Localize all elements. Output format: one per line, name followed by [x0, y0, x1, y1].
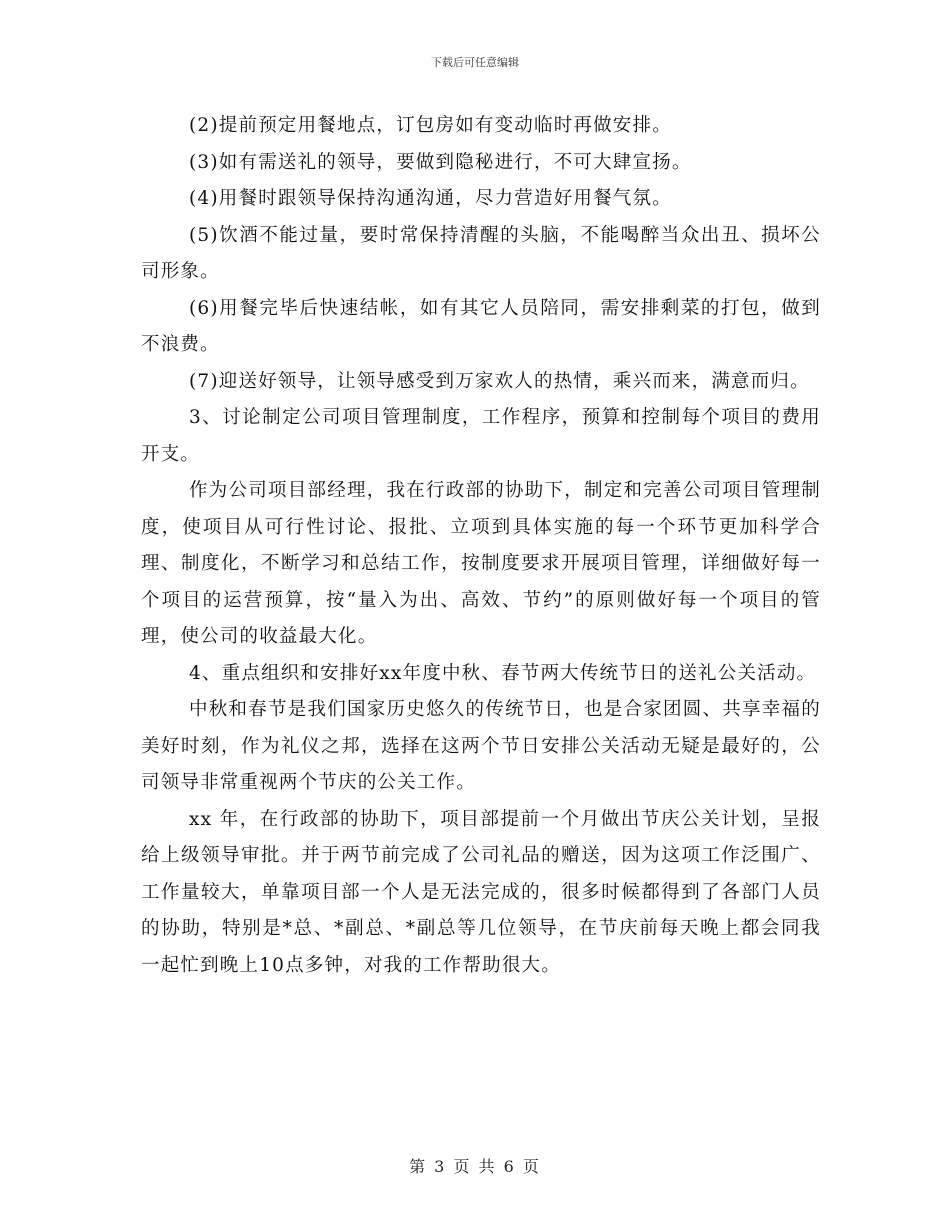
paragraph-section-4: 4、重点组织和安排好xx年度中秋、春节两大传统节日的送礼公关活动。	[189, 662, 817, 684]
paragraph-item-4: (4)用餐时跟领导保持沟通沟通，尽力营造好用餐气氛。	[189, 188, 672, 209]
paragraph-item-7: (7)迎送好领导，让领导感受到万家欢人的热情，乘兴而来，满意而归。	[189, 370, 810, 392]
page-number: 第 3 页 共 6 页	[409, 1157, 541, 1176]
paragraph-section-3: 3、讨论制定公司项目管理制度，工作程序，预算和控制每个项目的费用开支。	[141, 407, 821, 465]
paragraph-item-5: (5)饮酒不能过量，要时常保持清醒的头脑，不能喝醉当众出丑、损坏公司形象。	[141, 224, 821, 282]
paragraph-item-3: (3)如有需送礼的领导，要做到隐秘进行，不可大肆宣扬。	[189, 151, 692, 173]
paragraph-pr-plan: xx 年，在行政部的协助下，项目部提前一个月做出节庆公关计划，呈报给上级领导审批。并于两节前完成了公司礼品的赠送，因为这项工作泛围广、工作量较大，单靠项目部一个人是无法完成的，很多时候都得到了各部门人员的协助，特别是*总、*副总、*副总等几位领导，在节庆前每天晚上都会同我一起忙到晚上10点多钟，对我的工作帮助很大。	[141, 808, 821, 976]
paragraph-item-2: (2)提前预定用餐地点，订包房如有变动临时再做安排。	[189, 115, 672, 136]
paragraph-item-6: (6)用餐完毕后快速结帐，如有其它人员陪同，需安排剩菜的打包，做到不浪费。	[141, 297, 821, 355]
paragraph-project-management: 作为公司项目部经理，我在行政部的协助下，制定和完善公司项目管理制度，使项目从可行性讨论、报批、立项到具体实施的每一个环节更加科学合理、制度化，不断学习和总结工作，按制度要求开展项目管理，详细做好每一个项目的运营预算，按“量入为出、高效、节约”的原则做好每一个项目的管理，使公司的收益最大化。	[141, 480, 821, 647]
page-header: 下载后可任意编辑	[431, 56, 519, 69]
document-body	[141, 108, 821, 984]
paragraph-festivals: 中秋和春节是我们国家历史悠久的传统节日，也是合家团圆、共享幸福的美好时刻，作为礼仪之邦，选择在这两个节日安排公关活动无疑是最好的，公司领导非常重视两个节庆的公关工作。	[141, 699, 821, 793]
